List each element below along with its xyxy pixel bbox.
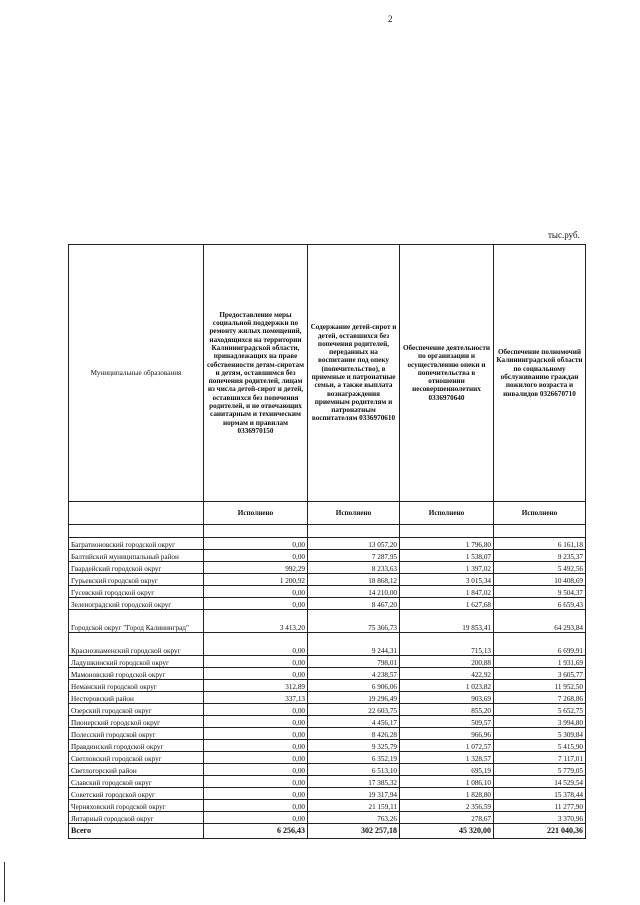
value-housing-repair: 0,00 [204, 776, 308, 788]
value-elderly-services: 7 268,86 [494, 692, 586, 704]
value-elderly-services: 9 235,37 [494, 550, 586, 562]
table-row [69, 740, 586, 752]
subheader-executed: Исполнено [400, 502, 494, 525]
value-elderly-services: 5 415,90 [494, 740, 586, 752]
value-guardianship: 278,67 [400, 812, 494, 824]
value-housing-repair: 0,00 [204, 598, 308, 610]
value-elderly-services: 11 952,50 [494, 680, 586, 692]
subheader-row [69, 502, 586, 525]
value-guardianship: 1 023,82 [400, 680, 494, 692]
header-guardianship: Обеспечение деятельности по организации и осуществлению опеки и попечительства в отношении несовершеннолетних 0336970640 [400, 245, 494, 502]
value-guardianship: 1 847,02 [400, 586, 494, 598]
table-row [69, 692, 586, 704]
table-row [69, 633, 586, 656]
value-housing-repair: 0,00 [204, 586, 308, 598]
header-housing-repair: Предоставление меры социальной поддержки по ремонту жилых помещений, находящихся на территории Калининградской области, принадлежащих на праве собственности детям-сиротам и детям, оставшимся без попечения родителей, лицам из числа детей-сирот и детей, оставшихся без попечения родителей, и не отвечающих санитарным и техническим нормам и правилам 0336970150 [204, 245, 308, 502]
value-orphans-support: 17 385,32 [308, 776, 400, 788]
value-guardianship: 966,96 [400, 728, 494, 740]
municipality-name: Славский городской округ [69, 776, 204, 788]
value-orphans-support: 13 057,20 [308, 538, 400, 550]
subheader-empty [69, 502, 204, 525]
value-orphans-support: 9 325,79 [308, 740, 400, 752]
municipality-name: Правдинский городской округ [69, 740, 204, 752]
value-elderly-services: 7 117,01 [494, 752, 586, 764]
table-row [69, 550, 586, 562]
value-housing-repair: 0,00 [204, 538, 308, 550]
value-orphans-support: 8 467,20 [308, 598, 400, 610]
value-housing-repair: 3 413,20 [204, 610, 308, 633]
value-guardianship: 509,57 [400, 716, 494, 728]
municipality-name: Светловский городской округ [69, 752, 204, 764]
value-elderly-services: 15 378,44 [494, 788, 586, 800]
value-orphans-support: 798,01 [308, 656, 400, 668]
value-orphans-support: 763,26 [308, 812, 400, 824]
value-housing-repair: 0,00 [204, 788, 308, 800]
municipality-name: Неманский городской округ [69, 680, 204, 692]
table-row [69, 610, 586, 633]
value-orphans-support: 19 317,94 [308, 788, 400, 800]
spacer-row [69, 525, 586, 538]
municipality-name: Ладушкинский городской округ [69, 656, 204, 668]
value-guardianship: 1 397,02 [400, 562, 494, 574]
total-row [69, 824, 586, 839]
table-row [69, 716, 586, 728]
value-guardianship: 19 853,41 [400, 610, 494, 633]
value-guardianship: 903,69 [400, 692, 494, 704]
value-guardianship: 715,13 [400, 633, 494, 656]
value-housing-repair: 0,00 [204, 716, 308, 728]
value-orphans-support: 21 159,11 [308, 800, 400, 812]
table-body [69, 538, 586, 824]
value-elderly-services: 9 504,37 [494, 586, 586, 598]
municipality-name: Полесский городской округ [69, 728, 204, 740]
municipality-name: Гурьевский городской округ [69, 574, 204, 586]
value-housing-repair: 0,00 [204, 764, 308, 776]
total-orphans-support: 302 257,18 [308, 824, 400, 839]
value-housing-repair: 0,00 [204, 550, 308, 562]
value-elderly-services: 6 699,91 [494, 633, 586, 656]
table-row [69, 800, 586, 812]
municipality-name: Балтийский муниципальный район [69, 550, 204, 562]
value-orphans-support: 4 456,17 [308, 716, 400, 728]
value-elderly-services: 5 779,05 [494, 764, 586, 776]
value-orphans-support: 75 366,73 [308, 610, 400, 633]
table-row [69, 776, 586, 788]
value-orphans-support: 4 238,57 [308, 668, 400, 680]
value-orphans-support: 22 603,75 [308, 704, 400, 716]
value-elderly-services: 5 492,56 [494, 562, 586, 574]
table-row [69, 752, 586, 764]
municipality-name: Светлогорский район [69, 764, 204, 776]
municipality-name: Советский городской округ [69, 788, 204, 800]
total-guardianship: 45 320,00 [400, 824, 494, 839]
value-guardianship: 2 356,59 [400, 800, 494, 812]
table-row [69, 788, 586, 800]
value-elderly-services: 11 277,90 [494, 800, 586, 812]
value-elderly-services: 6 161,18 [494, 538, 586, 550]
value-elderly-services: 64 293,84 [494, 610, 586, 633]
report-table [68, 244, 586, 839]
value-guardianship: 1 328,57 [400, 752, 494, 764]
value-housing-repair: 312,89 [204, 680, 308, 692]
municipality-name: Краснознаменский городской округ [69, 633, 204, 656]
value-elderly-services: 3 605,77 [494, 668, 586, 680]
value-elderly-services: 1 931,69 [494, 656, 586, 668]
municipality-name: Черняховский городской округ [69, 800, 204, 812]
table-row [69, 598, 586, 610]
header-municipalities: Муниципальные образования [69, 245, 204, 502]
value-orphans-support: 14 210,00 [308, 586, 400, 598]
value-orphans-support: 6 906,06 [308, 680, 400, 692]
value-orphans-support: 8 233,63 [308, 562, 400, 574]
value-guardianship: 1 086,10 [400, 776, 494, 788]
value-elderly-services: 3 994,80 [494, 716, 586, 728]
value-guardianship: 3 015,34 [400, 574, 494, 586]
value-housing-repair: 337,13 [204, 692, 308, 704]
value-housing-repair: 0,00 [204, 752, 308, 764]
subheader-executed: Исполнено [204, 502, 308, 525]
municipality-name: Багратионовский городской округ [69, 538, 204, 550]
value-orphans-support: 18 868,12 [308, 574, 400, 586]
value-housing-repair: 0,00 [204, 704, 308, 716]
table-row [69, 704, 586, 716]
municipality-name: Гусевский городской округ [69, 586, 204, 598]
header-elderly-services: Обеспечение полномочий Калининградской области по социальному обслуживанию граждан пожилого возраста и инвалидов 0326670710 [494, 245, 586, 502]
value-guardianship: 200,88 [400, 656, 494, 668]
municipality-name: Озерский городской округ [69, 704, 204, 716]
total-label: Всего [69, 824, 204, 839]
value-elderly-services: 5 652,75 [494, 704, 586, 716]
table-row [69, 586, 586, 598]
value-housing-repair: 992,29 [204, 562, 308, 574]
table-row [69, 538, 586, 550]
value-orphans-support: 9 244,31 [308, 633, 400, 656]
table-row [69, 764, 586, 776]
table-row [69, 812, 586, 824]
municipality-name: Гвардейский городской округ [69, 562, 204, 574]
value-elderly-services: 14 529,54 [494, 776, 586, 788]
municipality-name: Мамоновский городской округ [69, 668, 204, 680]
value-housing-repair: 1 200,92 [204, 574, 308, 586]
table-row [69, 680, 586, 692]
value-housing-repair: 0,00 [204, 740, 308, 752]
value-orphans-support: 8 426,28 [308, 728, 400, 740]
header-row [69, 245, 586, 502]
value-housing-repair: 0,00 [204, 800, 308, 812]
value-guardianship: 422,92 [400, 668, 494, 680]
value-guardianship: 1 828,80 [400, 788, 494, 800]
subheader-executed: Исполнено [494, 502, 586, 525]
table-row [69, 668, 586, 680]
value-guardianship: 1 627,68 [400, 598, 494, 610]
total-elderly-services: 221 040,36 [494, 824, 586, 839]
value-orphans-support: 19 296,49 [308, 692, 400, 704]
municipality-name: Янтарный городской округ [69, 812, 204, 824]
value-guardianship: 1 072,57 [400, 740, 494, 752]
municipality-name: Пионерский городской округ [69, 716, 204, 728]
value-elderly-services: 6 659,43 [494, 598, 586, 610]
value-elderly-services: 3 370,96 [494, 812, 586, 824]
value-orphans-support: 6 352,19 [308, 752, 400, 764]
municipality-name: Зеленоградский городской округ [69, 598, 204, 610]
subheader-executed: Исполнено [308, 502, 400, 525]
table-row [69, 656, 586, 668]
total-housing-repair: 6 256,43 [204, 824, 308, 839]
table-row [69, 728, 586, 740]
margin-mark [4, 862, 5, 902]
value-housing-repair: 0,00 [204, 656, 308, 668]
value-housing-repair: 0,00 [204, 812, 308, 824]
table-row [69, 562, 586, 574]
table-row [69, 574, 586, 586]
value-elderly-services: 10 408,69 [494, 574, 586, 586]
value-guardianship: 695,19 [400, 764, 494, 776]
value-elderly-services: 5 309,84 [494, 728, 586, 740]
value-guardianship: 855,20 [400, 704, 494, 716]
value-orphans-support: 6 513,10 [308, 764, 400, 776]
value-housing-repair: 0,00 [204, 633, 308, 656]
value-guardianship: 1 796,80 [400, 538, 494, 550]
value-housing-repair: 0,00 [204, 728, 308, 740]
units-label: тыс.руб. [548, 230, 580, 240]
municipality-name: Нестеровский район [69, 692, 204, 704]
value-orphans-support: 7 287,95 [308, 550, 400, 562]
municipality-name: Городской округ "Город Калининград" [69, 610, 204, 633]
header-orphans-support: Содержание детей-сирот и детей, оставшихся без попечения родителей, переданных на воспитание под опеку (попечительство), в приемные и патронатные семьи, а также выплата вознаграждения приемным родителям и патронатным воспитателям 0336970610 [308, 245, 400, 502]
value-housing-repair: 0,00 [204, 668, 308, 680]
value-guardianship: 1 538,07 [400, 550, 494, 562]
page-number: 2 [388, 14, 393, 24]
